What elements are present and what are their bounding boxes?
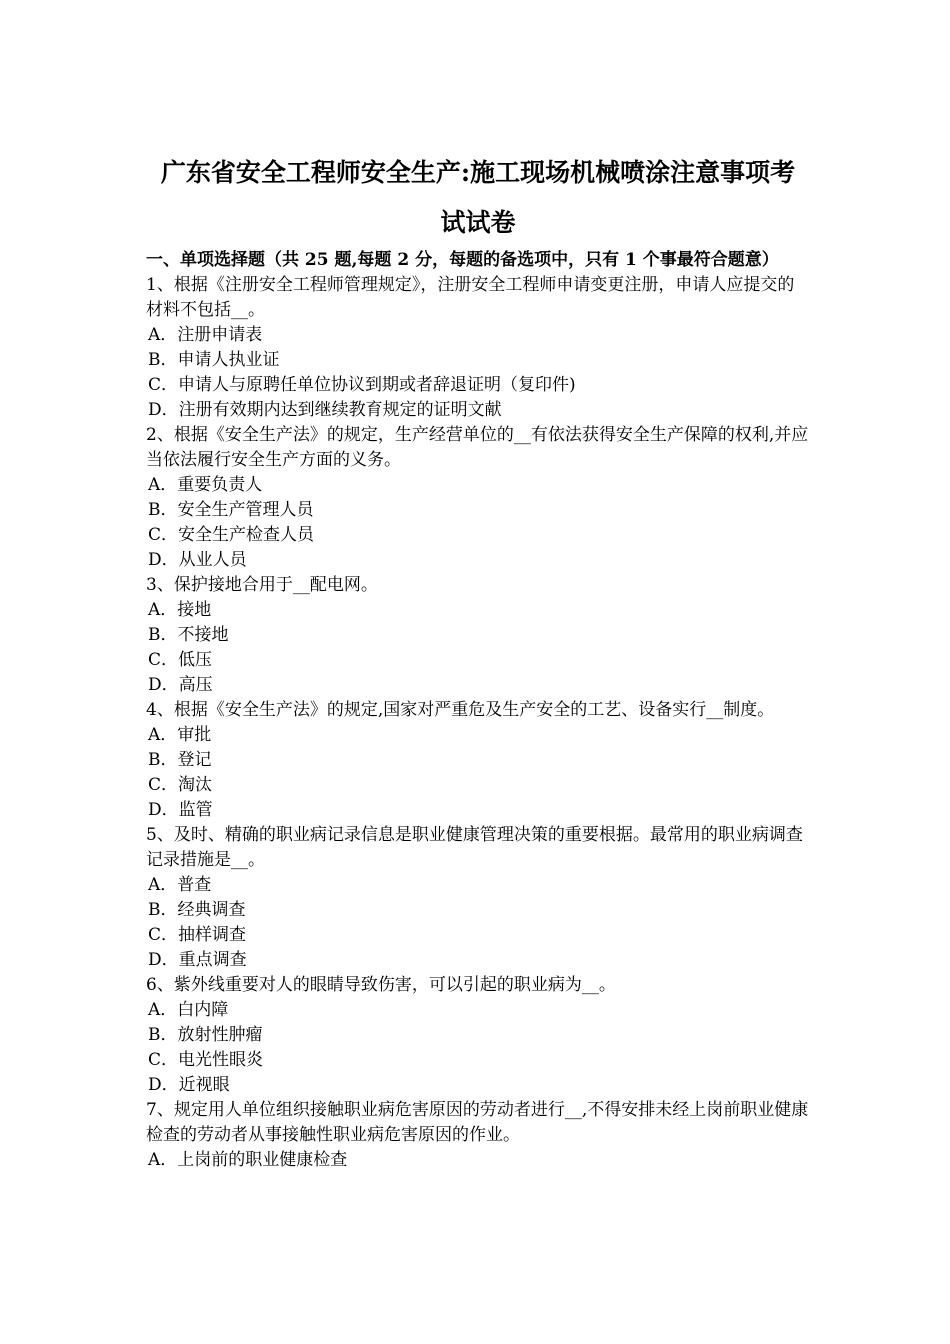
answer-option xyxy=(146,798,810,823)
question-stem: 4、根据《安全生产法》的规定,国家对严重危及生产安全的工艺、设备实行__制度。 xyxy=(146,700,775,720)
option-letter: B． xyxy=(148,1025,178,1045)
answer-option xyxy=(146,348,810,373)
answer-option xyxy=(146,473,810,498)
option-text: 审批 xyxy=(177,725,212,745)
answer-option xyxy=(146,748,810,773)
option-text: 注册申请表 xyxy=(177,325,263,345)
option-text: 重要负责人 xyxy=(177,475,263,495)
option-text: 白内障 xyxy=(177,1000,229,1020)
answer-option xyxy=(146,1048,810,1073)
option-letter: C． xyxy=(148,775,179,795)
option-letter: D． xyxy=(148,950,179,970)
question-stem: 2、根据《安全生产法》的规定，生产经营单位的__有依法获得安全生产保障的权利,并应当依法履行安全生产方面的义务。 xyxy=(146,425,809,470)
option-letter: C． xyxy=(148,375,179,395)
answer-option xyxy=(146,498,810,523)
question-item xyxy=(146,573,810,698)
option-text: 经典调查 xyxy=(177,900,246,920)
question-item xyxy=(146,973,810,1098)
answer-option xyxy=(146,1023,810,1048)
document-title-line2: 试试卷 xyxy=(440,208,516,237)
answer-option xyxy=(146,398,810,423)
option-text: 重点调查 xyxy=(178,950,247,970)
option-text: 申请人与原聘任单位协议到期或者辞退证明（复印件) xyxy=(178,375,576,395)
answer-option xyxy=(146,598,810,623)
option-text: 低压 xyxy=(178,650,213,670)
option-letter: D． xyxy=(148,675,179,695)
question-stem: 3、保护接地合用于__配电网。 xyxy=(146,575,378,595)
answer-option xyxy=(146,923,810,948)
option-letter: B． xyxy=(148,750,178,770)
option-letter: C． xyxy=(148,650,179,670)
option-text: 放射性肿瘤 xyxy=(177,1025,263,1045)
answer-option xyxy=(146,623,810,648)
answer-option xyxy=(146,723,810,748)
option-letter: A． xyxy=(148,875,178,895)
question-item xyxy=(146,423,810,573)
question-stem: 6、紫外线重要对人的眼睛导致伤害，可以引起的职业病为__。 xyxy=(146,975,616,995)
question-list xyxy=(146,273,810,1173)
option-letter: B． xyxy=(148,625,178,645)
option-text: 不接地 xyxy=(177,625,229,645)
question-stem: 7、规定用人单位组织接触职业病危害原因的劳动者进行__,不得安排未经上岗前职业健康检查的劳动者从事接触性职业病危害原因的作业。 xyxy=(146,1100,809,1145)
option-text: 安全生产管理人员 xyxy=(177,500,314,520)
option-text: 登记 xyxy=(177,750,212,770)
answer-option xyxy=(146,523,810,548)
question-item xyxy=(146,823,810,973)
question-item xyxy=(146,1098,810,1173)
option-text: 普查 xyxy=(177,875,212,895)
option-letter: C． xyxy=(148,925,179,945)
document-title-line1: 广东省安全工程师安全生产:施工现场机械喷涂注意事项考 xyxy=(160,158,796,187)
answer-option xyxy=(146,548,810,573)
option-letter: B． xyxy=(148,500,178,520)
option-letter: D． xyxy=(148,550,179,570)
option-text: 申请人执业证 xyxy=(177,350,280,370)
question-item xyxy=(146,698,810,823)
option-letter: A． xyxy=(148,1150,178,1170)
option-letter: A． xyxy=(148,725,178,745)
answer-option xyxy=(146,1073,810,1098)
answer-option xyxy=(146,948,810,973)
answer-option xyxy=(146,323,810,348)
answer-option xyxy=(146,998,810,1023)
option-text: 从业人员 xyxy=(178,550,247,570)
answer-option xyxy=(146,1148,810,1173)
question-stem: 1、根据《注册安全工程师管理规定》，注册安全工程师申请变更注册，申请人应提交的材料不包括__。 xyxy=(146,275,795,320)
answer-option xyxy=(146,373,810,398)
option-letter: B． xyxy=(148,350,178,370)
document-page xyxy=(146,148,810,1173)
option-text: 注册有效期内达到继续教育规定的证明文献 xyxy=(178,400,502,420)
option-text: 高压 xyxy=(178,675,213,695)
answer-option xyxy=(146,773,810,798)
option-letter: C． xyxy=(148,525,179,545)
section-heading: 一、单项选择题（共 25 题,每题 2 分，每题的备选项中，只有 1 个事最符合题意） xyxy=(146,250,779,270)
option-text: 电光性眼炎 xyxy=(178,1050,264,1070)
option-text: 安全生产检查人员 xyxy=(178,525,315,545)
answer-option xyxy=(146,873,810,898)
option-letter: D． xyxy=(148,1075,179,1095)
option-letter: D． xyxy=(148,400,179,420)
option-letter: D． xyxy=(148,800,179,820)
option-text: 接地 xyxy=(177,600,212,620)
answer-option xyxy=(146,898,810,923)
question-stem: 5、及时、精确的职业病记录信息是职业健康管理决策的重要根据。最常用的职业病调查记录措施是__。 xyxy=(146,825,803,870)
answer-option xyxy=(146,648,810,673)
option-text: 淘汰 xyxy=(178,775,213,795)
answer-option xyxy=(146,673,810,698)
option-letter: A． xyxy=(148,1000,178,1020)
option-text: 上岗前的职业健康检查 xyxy=(177,1150,348,1170)
option-letter: A． xyxy=(148,475,178,495)
option-letter: A． xyxy=(148,325,178,345)
option-text: 监管 xyxy=(178,800,213,820)
option-letter: C． xyxy=(148,1050,179,1070)
option-text: 抽样调查 xyxy=(178,925,247,945)
option-letter: B． xyxy=(148,900,178,920)
option-text: 近视眼 xyxy=(178,1075,230,1095)
question-item xyxy=(146,273,810,423)
option-letter: A． xyxy=(148,600,178,620)
